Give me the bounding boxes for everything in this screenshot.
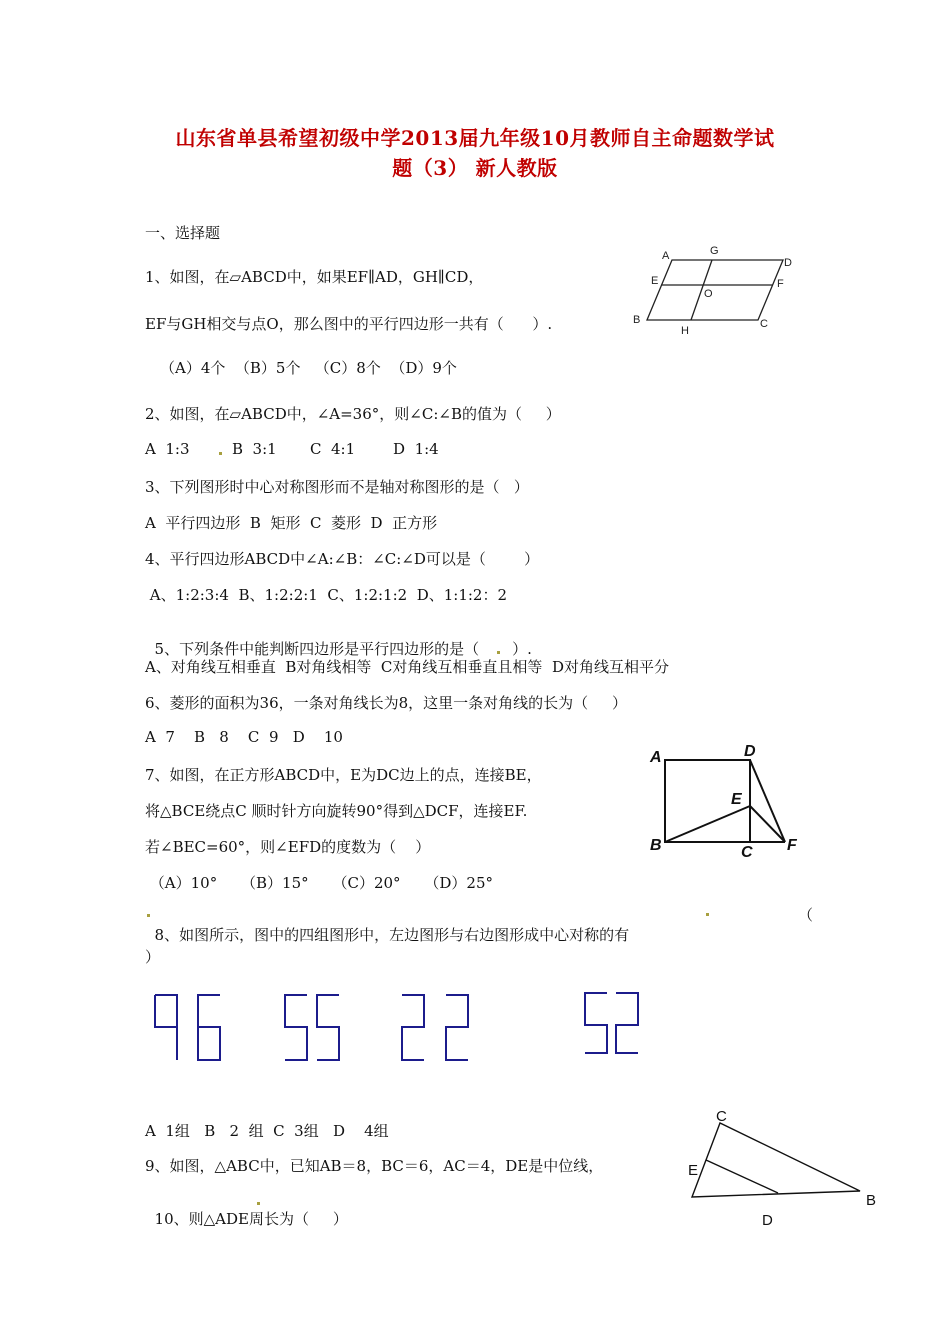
q7-label-E: E bbox=[731, 791, 742, 808]
digit-9-left bbox=[155, 995, 177, 1060]
q6-options: A 7 B 8 C 9 D 10 bbox=[145, 728, 343, 746]
q9-line2-text: 10、则△ADE周长为（ ） bbox=[154, 1210, 348, 1228]
q7-label-F: F bbox=[787, 837, 797, 854]
q1-line1: 1、如图，在▱ABCD中，如果EF∥AD，GH∥CD， bbox=[145, 268, 484, 286]
q8-line1 bbox=[145, 906, 629, 945]
q1-label-O: O bbox=[704, 288, 713, 300]
q1-line2: EF与GH相交与点O，那么图中的平行四边形一共有（ ）. bbox=[145, 315, 553, 333]
digit-2-third bbox=[616, 993, 638, 1053]
q9-label-B: B bbox=[866, 1192, 877, 1209]
q2-option-d: D 1:4 bbox=[393, 440, 439, 458]
q1-label-G: G bbox=[710, 245, 719, 257]
speck-mark bbox=[257, 1202, 260, 1205]
q2-option-c: C 4:1 bbox=[310, 440, 356, 458]
q8-line1-text: 8、如图所示，图中的四组图形中，左边图形与右边图形成中心对称的有 bbox=[154, 926, 630, 944]
digit-5-third bbox=[585, 993, 607, 1053]
speck-mark bbox=[219, 452, 222, 455]
q7-square-figure bbox=[645, 740, 810, 860]
q4-line1: 4、平行四边形ABCD中∠A:∠B：∠C:∠D可以是（ ） bbox=[145, 550, 540, 568]
q8-paren-open: （ bbox=[798, 906, 814, 924]
q1-label-H: H bbox=[681, 325, 689, 335]
q7-options: （A）10° （B）15° （C）20° （D）25° bbox=[145, 874, 493, 892]
q1-options: （A）4个 （B）5个 （C）8个 （D）9个 bbox=[160, 359, 457, 377]
q1-parallelogram-figure bbox=[628, 240, 803, 335]
q1-label-A: A bbox=[662, 250, 670, 262]
q5-line1 bbox=[145, 620, 532, 659]
q6-line1: 6、菱形的面积为36，一条对角线长为8，这里一条对角线的长为（ ） bbox=[145, 694, 628, 712]
q5-options: A、对角线互相垂直 B对角线相等 C对角线互相垂直且相等 D对角线互相平分 bbox=[145, 658, 669, 676]
q9-label-D: D bbox=[762, 1212, 773, 1229]
q7-label-D: D bbox=[744, 743, 756, 760]
q1-label-B: B bbox=[633, 314, 641, 326]
q7-label-C: C bbox=[741, 844, 753, 860]
q9-line1: 9、如图，△ABC中，已知AB＝8，BC＝6，AC＝4，DE是中位线， bbox=[145, 1157, 604, 1175]
q9-label-C: C bbox=[716, 1108, 727, 1125]
q7-label-B: B bbox=[650, 837, 662, 854]
q3-line1: 3、下列图形时中心对称图形而不是轴对称图形的是（ ） bbox=[145, 478, 529, 496]
q4-options: A、1:2:3:4 B、1:2:2:1 C、1:2:1:2 D、1:1:2：2 bbox=[145, 586, 508, 604]
section-heading: 一、选择题 bbox=[145, 224, 221, 242]
speck-mark bbox=[706, 913, 709, 916]
q9-line2 bbox=[145, 1190, 348, 1229]
digit-2-right bbox=[446, 995, 468, 1060]
q8-paren-close: ） bbox=[145, 948, 161, 966]
q5-line1-text: 5、下列条件中能判断四边形是平行四边形的是（ bbox=[154, 640, 480, 658]
digit-5-right bbox=[317, 995, 339, 1060]
digit-5-left bbox=[285, 995, 307, 1060]
q2-line1: 2、如图，在▱ABCD中，∠A=36°，则∠C:∠B的值为（ ） bbox=[145, 405, 561, 423]
q1-label-E: E bbox=[651, 275, 659, 287]
doc-title-line2: 题（3） 新人教版 bbox=[392, 156, 558, 180]
q7-line2: 将△BCE绕点C 顺时针方向旋转90°得到△DCF，连接EF. bbox=[145, 802, 528, 820]
q3-options: A 平行四边形 B 矩形 C 菱形 D 正方形 bbox=[145, 514, 438, 532]
q2-option-b: B 3:1 bbox=[232, 440, 277, 458]
speck-mark bbox=[497, 651, 500, 654]
q9-label-E: E bbox=[688, 1162, 699, 1179]
q7-label-A: A bbox=[650, 749, 662, 766]
digit-2-left bbox=[402, 995, 424, 1060]
q1-label-C: C bbox=[760, 318, 768, 330]
q8-options: A 1组 B 2 组 C 3组 D 4组 bbox=[145, 1122, 389, 1140]
q1-label-F: F bbox=[777, 278, 784, 290]
q9-triangle-figure bbox=[682, 1105, 882, 1230]
q2-option-a: A 1:3 bbox=[145, 440, 190, 458]
speck-mark bbox=[147, 914, 150, 917]
q8-digit-pairs-figure bbox=[145, 985, 645, 1065]
q1-label-D: D bbox=[784, 257, 792, 269]
doc-title-line1: 山东省单县希望初级中学2013届九年级10月教师自主命题数学试 bbox=[175, 126, 775, 150]
digit-6-right bbox=[198, 995, 220, 1060]
q7-line1: 7、如图，在正方形ABCD中，E为DC边上的点，连接BE， bbox=[145, 766, 542, 784]
q7-line3: 若∠BEC=60°，则∠EFD的度数为（ ） bbox=[145, 838, 431, 856]
q5-line1-end: ）. bbox=[512, 640, 532, 658]
